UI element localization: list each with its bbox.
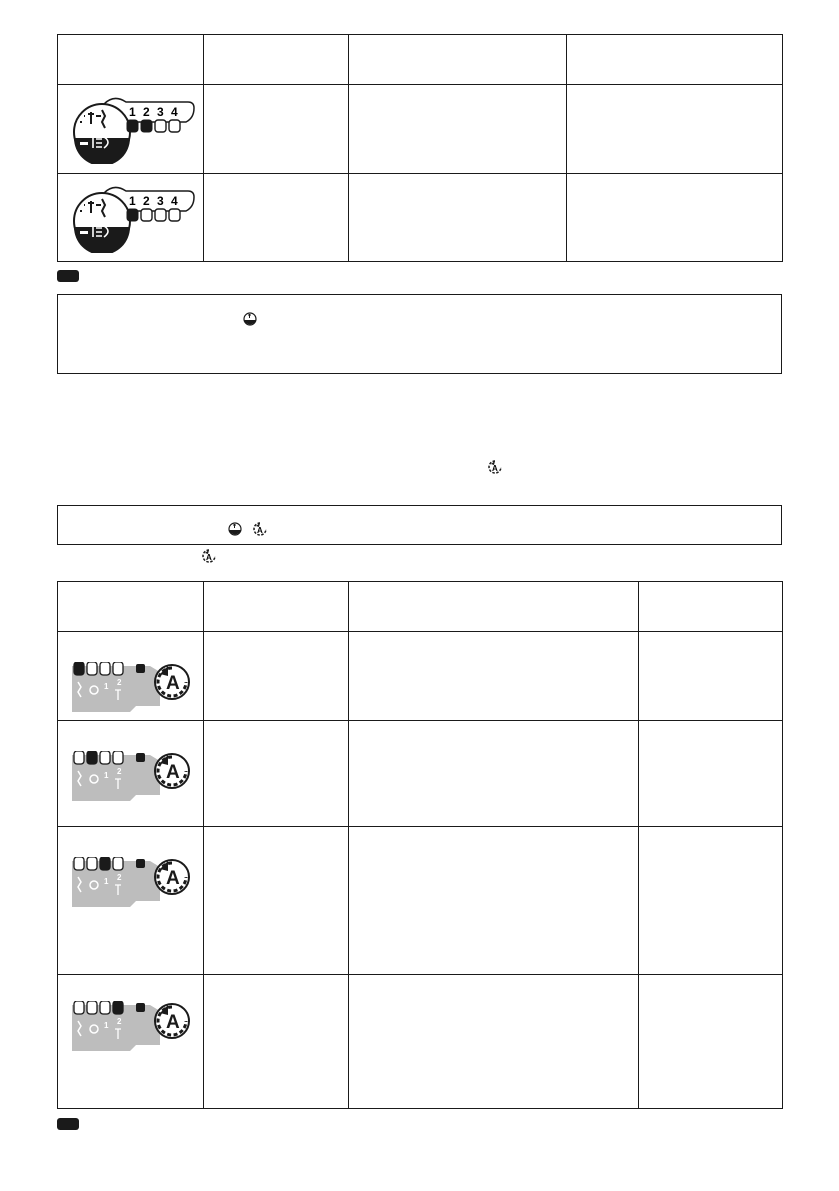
svg-text:1: 1 <box>104 771 109 780</box>
table-row <box>58 174 783 262</box>
table-cell <box>204 85 349 174</box>
table-row <box>58 975 783 1109</box>
table-row <box>58 85 783 174</box>
header-cell <box>58 35 204 85</box>
impact-level-table <box>57 34 783 262</box>
svg-text:1: 1 <box>104 682 109 691</box>
header-cell <box>567 35 783 85</box>
header-cell <box>349 582 639 632</box>
assist-mode-led-position-3-icon <box>58 827 203 907</box>
impact-mode-led-level-1-icon <box>58 183 203 253</box>
table-cell <box>204 827 349 975</box>
svg-text:2: 2 <box>117 873 122 882</box>
table-cell <box>349 827 639 975</box>
assist-mode-icon <box>252 521 268 537</box>
svg-text:2: 2 <box>117 767 122 776</box>
svg-text:1: 1 <box>128 105 136 119</box>
table-cell <box>204 721 349 827</box>
header-cell <box>58 582 204 632</box>
assist-mode-icon <box>201 548 217 564</box>
table-row <box>58 827 783 975</box>
table-header-row <box>58 35 783 85</box>
svg-text:2: 2 <box>117 678 122 687</box>
note-badge <box>57 1118 79 1130</box>
svg-text:A: A <box>257 526 263 535</box>
svg-text:4: 4 <box>170 105 178 119</box>
header-cell <box>349 35 567 85</box>
impact-light-mode-icon <box>228 522 242 536</box>
assist-mode-table <box>57 581 783 1109</box>
note-box <box>57 505 782 545</box>
table-cell <box>204 975 349 1109</box>
header-cell <box>204 35 349 85</box>
svg-text:A: A <box>166 762 180 783</box>
svg-text:3: 3 <box>156 193 164 208</box>
assist-mode-led-position-1-icon <box>58 632 203 712</box>
svg-text:1: 1 <box>104 1021 109 1030</box>
table-cell <box>639 975 783 1109</box>
table-cell <box>204 632 349 721</box>
table-cell <box>567 174 783 262</box>
note-badge <box>57 270 79 282</box>
assist-mode-icon <box>487 459 503 475</box>
assist-mode-led-position-2-icon <box>58 721 203 801</box>
note-box <box>57 294 782 374</box>
table-cell <box>639 827 783 975</box>
table-cell <box>349 721 639 827</box>
assist-mode-led-position-4-icon <box>58 975 203 1051</box>
impact-light-mode-icon <box>243 312 257 326</box>
impact-mode-led-level-2-icon <box>58 94 203 164</box>
svg-text:3: 3 <box>156 105 164 119</box>
table-cell <box>567 85 783 174</box>
svg-text:A: A <box>166 868 180 889</box>
header-cell <box>204 582 349 632</box>
header-cell <box>639 582 783 632</box>
table-row <box>58 721 783 827</box>
table-cell <box>639 721 783 827</box>
svg-text:4: 4 <box>170 193 178 208</box>
table-cell <box>349 632 639 721</box>
svg-text:2: 2 <box>142 105 150 119</box>
svg-text:2: 2 <box>117 1017 122 1026</box>
table-cell <box>204 174 349 262</box>
svg-text:1: 1 <box>104 877 109 886</box>
table-cell <box>349 174 567 262</box>
svg-text:A: A <box>492 464 498 473</box>
svg-text:2: 2 <box>142 193 150 208</box>
table-cell <box>349 975 639 1109</box>
svg-text:A: A <box>166 1012 180 1033</box>
svg-text:A: A <box>206 553 212 562</box>
table-cell <box>639 632 783 721</box>
svg-text:1: 1 <box>128 193 136 208</box>
svg-text:A: A <box>166 673 180 694</box>
table-header-row <box>58 582 783 632</box>
table-row <box>58 632 783 721</box>
table-cell <box>349 85 567 174</box>
